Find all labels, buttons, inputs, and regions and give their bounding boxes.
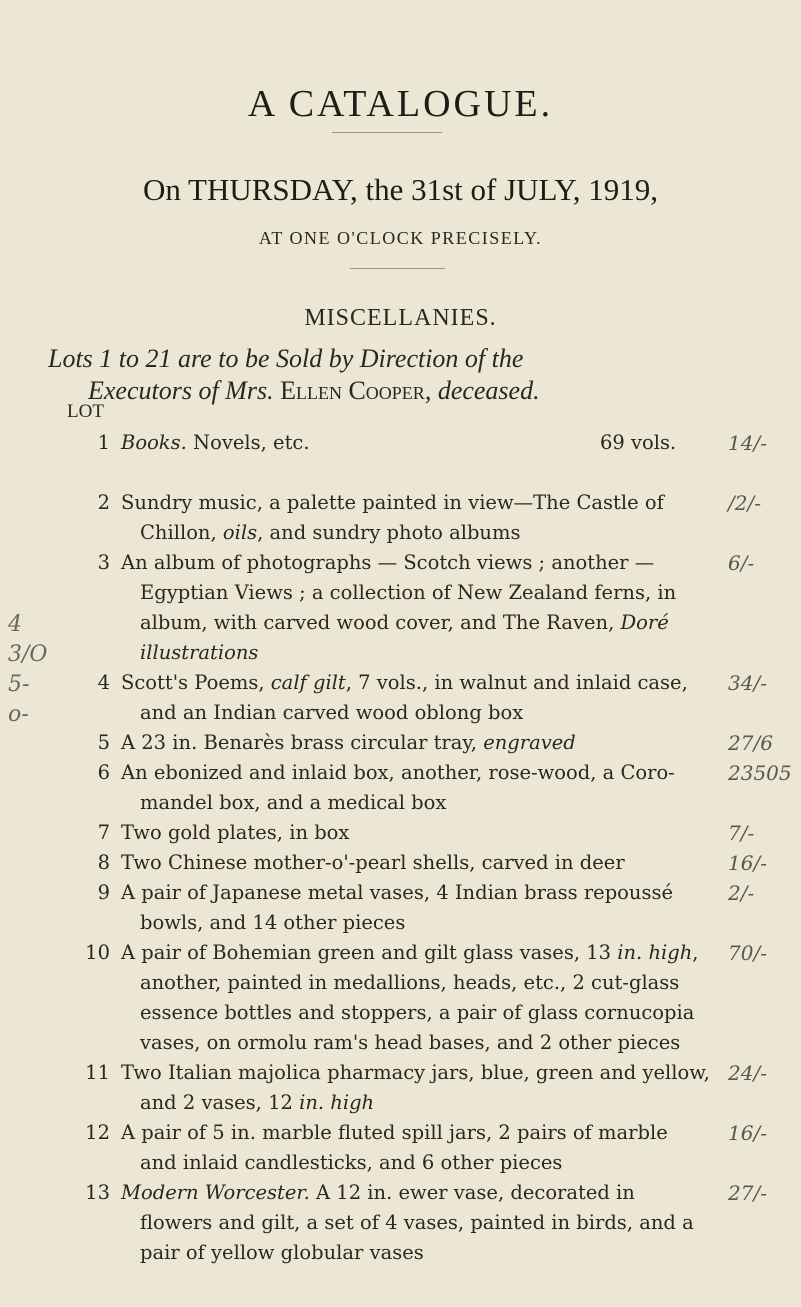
margin-note: o-: [8, 702, 29, 727]
handwritten-price: 16/-: [728, 851, 767, 875]
section-heading: MISCELLANIES.: [304, 305, 497, 331]
lot-description-line: An album of photographs — Scotch views ; another —: [121, 551, 655, 574]
catalogue-title: A CATALOGUE.: [247, 83, 554, 125]
handwritten-price: 27/-: [728, 1181, 767, 1205]
handwritten-price: 34/-: [728, 671, 767, 695]
sale-date: On THURSDAY, the 31st of JULY, 1919,: [142, 172, 659, 207]
lot-description-line: [0, 458, 720, 488]
lot-description-line: Egyptian Views ; a collection of New Zealand ferns, in: [140, 581, 677, 604]
lot-entry: [0, 818, 801, 848]
time-rule: [350, 268, 445, 269]
margin-note: 5-: [8, 672, 30, 697]
title-rule: [332, 132, 442, 133]
lot-description-line: Books. Novels, etc.: [121, 431, 310, 454]
lot-description-line: A pair of Bohemian green and gilt glass vases, 13 in. high,: [121, 941, 699, 964]
lot-number: 1: [97, 431, 110, 454]
lot-description-line: essence bottles and stoppers, a pair of glass cornucopia: [140, 1001, 695, 1024]
lot-description-line: Chillon, oils, and sundry photo albums: [140, 521, 521, 544]
lot-description-line: pair of yellow globular vases: [140, 1241, 424, 1264]
lot-description-line: and 2 vases, 12 in. high: [140, 1091, 375, 1114]
lot-description-line: A 23 in. Benarès brass circular tray, engraved: [121, 731, 576, 754]
direction-line-2: Executors of Mrs. Ellen Cooper, deceased.: [88, 376, 540, 405]
lot-entry: [0, 548, 801, 668]
lot-description-line: A pair of Japanese metal vases, 4 Indian brass repoussé: [121, 881, 674, 904]
lot-entry: [0, 488, 801, 548]
lot-entry: [0, 728, 801, 758]
lot-number: 5: [97, 731, 110, 754]
handwritten-price: 24/-: [728, 1061, 767, 1085]
lot-number: 10: [85, 941, 110, 964]
handwritten-price: 6/-: [728, 551, 755, 575]
lot-description-line: illustrations: [140, 641, 259, 664]
handwritten-price: 7/-: [728, 821, 755, 845]
lot-entry: [0, 1118, 801, 1178]
lot-description-line: Two gold plates, in box: [121, 821, 350, 844]
handwritten-price: 16/-: [728, 1121, 767, 1145]
lot-description-line: album, with carved wood cover, and The Raven, Doré: [140, 611, 669, 634]
handwritten-price: 27/6: [728, 731, 773, 755]
lot-description-line: Modern Worcester. A 12 in. ewer vase, decorated in: [121, 1181, 635, 1204]
lot-number: 7: [97, 821, 110, 844]
lot-description-line: An ebonized and inlaid box, another, rose-wood, a Coro-: [121, 761, 675, 784]
lot-number: 12: [85, 1121, 110, 1144]
lot-entry: [0, 848, 801, 878]
handwritten-price: /2/-: [728, 491, 761, 515]
lot-description-line: and inlaid candlesticks, and 6 other pieces: [140, 1151, 563, 1174]
handwritten-price: 2/-: [728, 881, 755, 905]
lot-number: 6: [97, 761, 110, 784]
lot-number: 2: [97, 491, 110, 514]
lot-entry: [0, 668, 801, 728]
lot-entry: [0, 1058, 801, 1118]
lot-number: 11: [85, 1061, 110, 1084]
direction-note: [48, 343, 788, 407]
lot-volume-count: 69 vols.: [600, 431, 677, 454]
lot-description-line: Two Chinese mother-o'-pearl shells, carved in deer: [121, 851, 625, 874]
direction-line-1: Lots 1 to 21 are to be Sold by Direction of the: [48, 344, 524, 373]
lot-description-line: another, painted in medallions, heads, etc., 2 cut-glass: [140, 971, 680, 994]
lot-entry: [0, 878, 801, 938]
lot-description-line: mandel box, and a medical box: [140, 791, 447, 814]
executor-name: Ellen Cooper: [280, 376, 425, 405]
lot-description-line: Scott's Poems, calf gilt, 7 vols., in walnut and inlaid case,: [121, 671, 688, 694]
lot-number: 13: [85, 1181, 110, 1204]
handwritten-price: 70/-: [728, 941, 767, 965]
lot-description-line: Sundry music, a palette painted in view—The Castle of: [121, 491, 664, 514]
handwritten-price: 23505: [728, 761, 792, 785]
lot-description-line: bowls, and 14 other pieces: [140, 911, 406, 934]
lot-entry: [0, 758, 801, 818]
lot-description-line: vases, on ormolu ram's head bases, and 2 other pieces: [140, 1031, 681, 1054]
margin-pencil-notes: [8, 610, 47, 730]
lot-number: 3: [97, 551, 110, 574]
sale-time: AT ONE O'CLOCK PRECISELY.: [258, 228, 543, 248]
lot-description-line: A pair of 5 in. marble fluted spill jars, 2 pairs of marble: [121, 1121, 668, 1144]
lot-entry: [0, 428, 801, 488]
margin-note: 3/O: [8, 642, 48, 667]
lot-description-line: flowers and gilt, a set of 4 vases, painted in birds, and a: [140, 1211, 694, 1234]
lot-description-line: Two Italian majolica pharmacy jars, blue, green and yellow,: [121, 1061, 710, 1084]
handwritten-price: 14/-: [728, 431, 767, 455]
margin-note: 4: [8, 612, 22, 637]
lot-entry: [0, 1178, 801, 1268]
lot-column-heading: LOT: [67, 401, 104, 422]
lot-list: [0, 428, 801, 1268]
lot-number: 8: [97, 851, 110, 874]
lot-number: 4: [97, 671, 110, 694]
lot-description-line: and an Indian carved wood oblong box: [140, 701, 524, 724]
lot-number: 9: [97, 881, 110, 904]
lot-entry: [0, 938, 801, 1058]
